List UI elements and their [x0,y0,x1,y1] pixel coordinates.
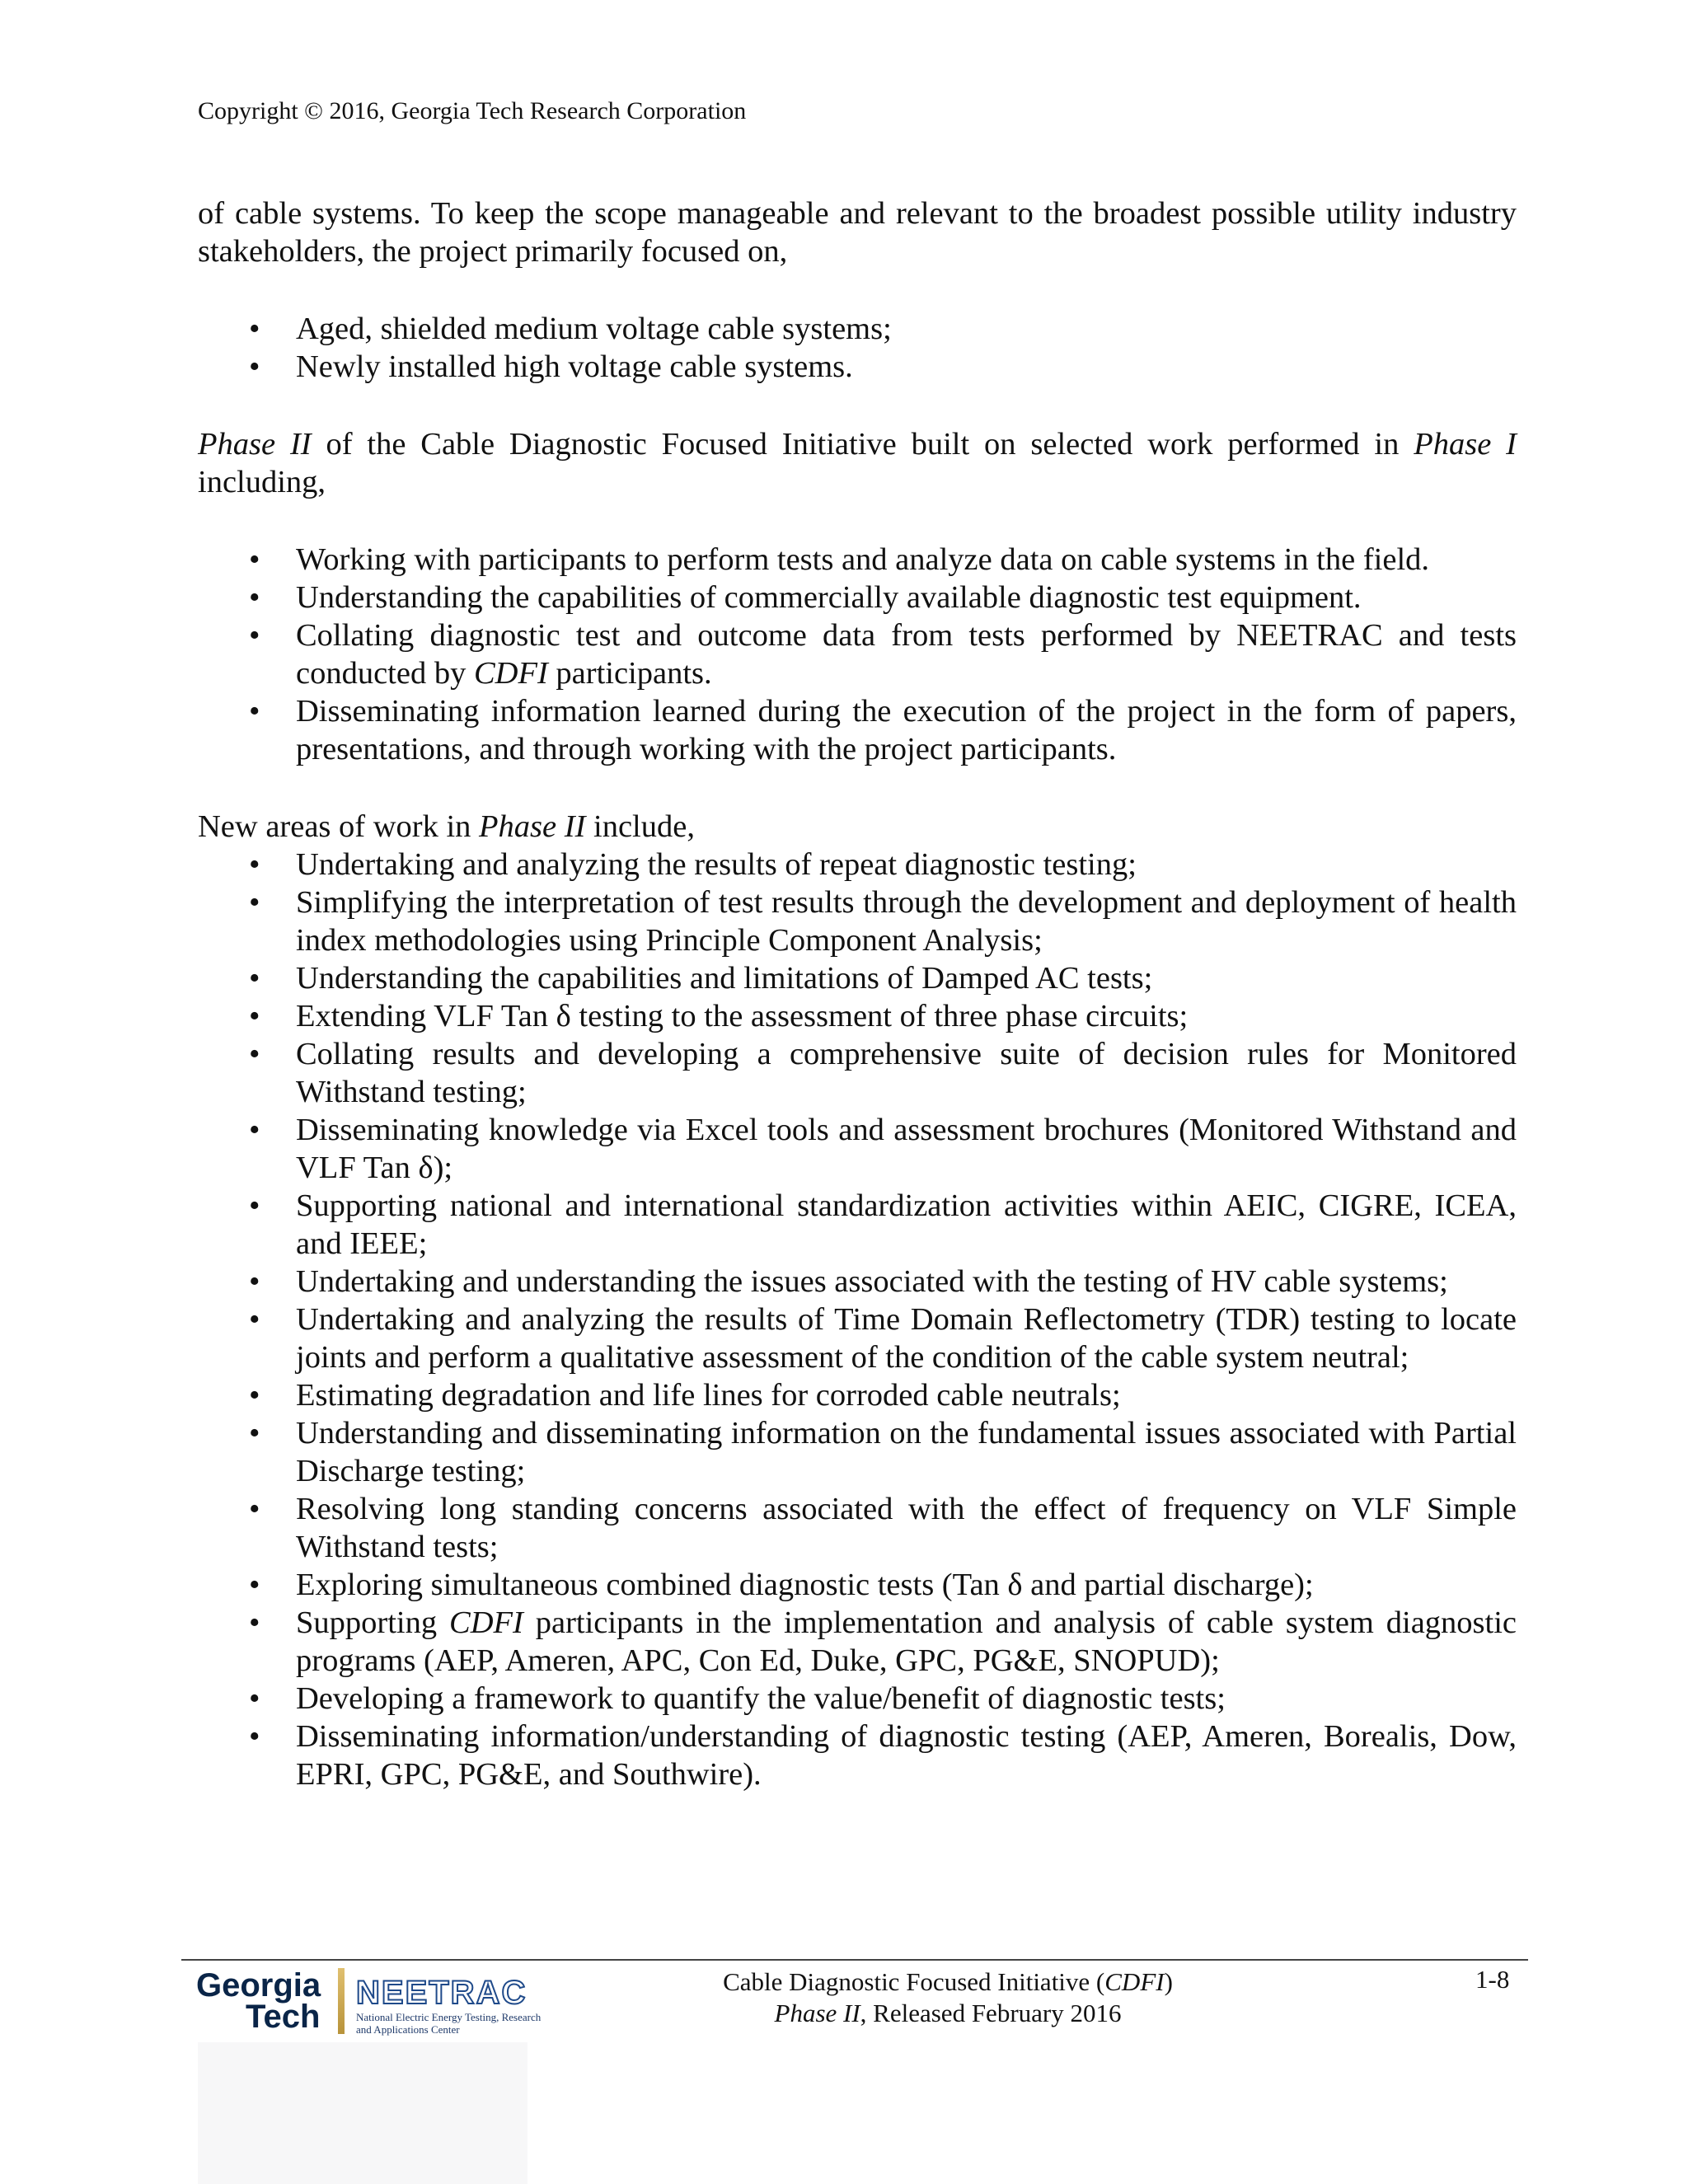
bullet-icon: • [249,542,260,577]
list-item: • Understanding and disseminating information on the fundamental issues associated with Partial Discharge testing; [249,1416,1517,1488]
bullet-icon: • [249,1416,260,1451]
list-item: • Newly installed high voltage cable systems. [249,349,853,384]
list-item: • Undertaking and analyzing the results of repeat diagnostic testing; [249,847,1137,882]
bullet-icon: • [249,312,260,346]
page-number: 1-8 [1475,1965,1510,1994]
list-item: • Disseminating information learned during the execution of the project in the form of papers, presentations, and through working with the project participants. [249,694,1517,766]
bullet-icon: • [249,1302,260,1337]
bullet-icon: • [249,618,260,653]
list-item: • Simplifying the interpretation of test results through the development and deployment of health index methodologies using Principle Component Analysis; [249,885,1517,958]
list-item: • Aged, shielded medium voltage cable systems; [249,312,892,346]
list-item: • Understanding the capabilities and limitations of Damped AC tests; [249,961,1153,996]
list-item: • Developing a framework to quantify the value/benefit of diagnostic tests; [249,1681,1226,1716]
logo-divider-bar [338,1968,345,2034]
bullet-icon: • [249,580,260,615]
bullet-icon: • [249,847,260,882]
bullet-icon: • [249,1681,260,1716]
neetrac-tagline: National Electric Energy Testing, Research and Applications Center [356,2011,542,2036]
phase2-list [198,541,1517,768]
list-item: • Collating diagnostic test and outcome data from tests performed by NEETRAC and tests conducted by CDFI participants. [249,618,1517,691]
bullet-icon: • [249,1492,260,1526]
bullet-icon: • [249,1113,260,1147]
bullet-icon: • [249,961,260,996]
georgia-tech-logo: Georgia Tech [196,1967,321,2035]
bullet-icon: • [249,1188,260,1223]
bullet-icon: • [249,1568,260,1602]
footer-divider [181,1959,1528,1961]
bullet-icon: • [249,1605,260,1640]
footer-title: Cable Diagnostic Focused Initiative (CDFI) Phase II, Released February 2016 [723,1967,1173,2027]
new-areas-heading: New areas of work in Phase II include, [198,809,695,844]
bullet-icon: • [249,1378,260,1413]
new-areas-list [198,846,1517,1793]
bullet-icon: • [249,999,260,1033]
list-item: • Understanding the capabilities of commercially available diagnostic test equipment. [249,580,1362,615]
document-body [198,194,1517,1793]
intro-paragraph: of cable systems. To keep the scope manageable and relevant to the broadest possible utility industry stakeholders, the project primarily focused on, [198,196,1517,269]
list-item: • Undertaking and analyzing the results of Time Domain Reflectometry (TDR) testing to locate joints and perform a qualitative assessment of the condition of the cable system neutral; [249,1302,1517,1375]
phase2-paragraph: Phase II of the Cable Diagnostic Focused Initiative built on selected work performed in Phase I including, [198,427,1517,499]
focus-list [198,310,1517,386]
list-item: • Working with participants to perform tests and analyze data on cable systems in the field. [249,542,1430,577]
bullet-icon: • [249,1264,260,1299]
list-item: • Collating results and developing a comprehensive suite of decision rules for Monitored Withstand testing; [249,1037,1517,1109]
bullet-icon: • [249,1037,260,1071]
list-item: • Estimating degradation and life lines for corroded cable neutrals; [249,1378,1121,1413]
bullet-icon: • [249,694,260,729]
bullet-icon: • [249,885,260,920]
list-item: • Disseminating information/understanding of diagnostic testing (AEP, Ameren, Borealis, Dow, EPRI, GPC, PG&E, and Southwire). [249,1719,1517,1792]
list-item: • Undertaking and understanding the issues associated with the testing of HV cable systems; [249,1264,1448,1299]
bullet-icon: • [249,349,260,384]
list-item: • Supporting CDFI participants in the implementation and analysis of cable system diagnostic programs (AEP, Ameren, APC, Con Ed, Duke, GPC, PG&E, SNOPUD); [249,1605,1517,1678]
copyright-header: Copyright © 2016, Georgia Tech Research Corporation [198,97,747,124]
list-item: • Disseminating knowledge via Excel tools and assessment brochures (Monitored Withstand and VLF Tan δ); [249,1113,1517,1185]
list-item: • Extending VLF Tan δ testing to the assessment of three phase circuits; [249,999,1189,1033]
list-item: • Supporting national and international standardization activities within AEIC, CIGRE, ICEA, and IEEE; [249,1188,1517,1261]
neetrac-logo: NEETRAC [356,1975,528,2011]
list-item: • Exploring simultaneous combined diagnostic tests (Tan δ and partial discharge); [249,1568,1314,1602]
footer-shade [198,2042,528,2184]
list-item: • Resolving long standing concerns associated with the effect of frequency on VLF Simple Withstand tests; [249,1492,1517,1564]
bullet-icon: • [249,1719,260,1754]
